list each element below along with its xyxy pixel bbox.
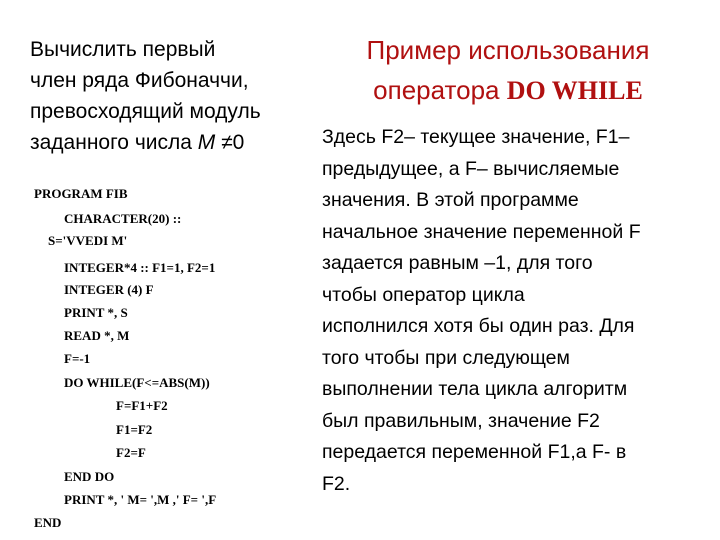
code-line: END [34, 515, 62, 530]
task-text: заданного числа [30, 131, 198, 154]
code-line: F1=F2 [116, 422, 153, 437]
code-line: INTEGER (4) F [64, 282, 154, 297]
explanation-text [322, 122, 692, 500]
code-line: PRINT *, S [64, 305, 128, 320]
title-line: Пример использования [366, 35, 650, 65]
explanation-line: того чтобы при следующем [322, 346, 570, 369]
explanation-line: исполнился хотя бы один раз. Для [322, 315, 635, 337]
explanation-line: чтобы оператор цикла [322, 283, 525, 306]
title-line [318, 70, 698, 111]
explanation-line: был правильным, значение F2 [322, 409, 600, 432]
explanation-line: начальное значение переменной F [322, 220, 641, 243]
code-line: PRINT *, ' M= ',M ,' F= ',F [64, 492, 217, 507]
slide-title [318, 30, 698, 111]
code-line: F=-1 [64, 351, 91, 366]
task-variable: M [197, 131, 216, 154]
code-line: END DO [64, 469, 115, 484]
task-text: ≠0 [215, 131, 245, 154]
task-line: превосходящий модуль [30, 100, 261, 123]
code-line: DO WHILE(F<=ABS(M)) [64, 375, 210, 390]
code-line: F2=F [116, 445, 146, 460]
task-line: Вычислить первый [30, 38, 216, 61]
explanation-line: Здесь F2– текущее значение, F1– [322, 126, 630, 148]
task-line [30, 127, 300, 158]
task-line: член ряда Фибоначчи, [30, 69, 249, 92]
title-keyword: DO WHILE [506, 76, 643, 105]
explanation-line: предыдущее, а F– вычисляемые [322, 157, 620, 180]
task-statement [30, 34, 300, 158]
explanation-line: F2. [322, 472, 351, 495]
explanation-line: задается равным –1, для того [322, 252, 593, 274]
code-line: F=F1+F2 [116, 398, 168, 413]
explanation-line: выполнении тела цикла алгоритм [322, 378, 628, 400]
code-line: PROGRAM FIB [34, 186, 128, 201]
code-line: CHARACTER(20) :: [64, 211, 182, 226]
code-line: READ *, M [64, 328, 130, 343]
explanation-line: передается переменной F1,а F- в [322, 441, 627, 463]
code-line: S='VVEDI M' [48, 233, 128, 248]
explanation-line: значения. В этой программе [322, 189, 579, 211]
code-line: INTEGER*4 :: F1=1, F2=1 [64, 260, 216, 275]
title-text: оператора [373, 75, 507, 105]
